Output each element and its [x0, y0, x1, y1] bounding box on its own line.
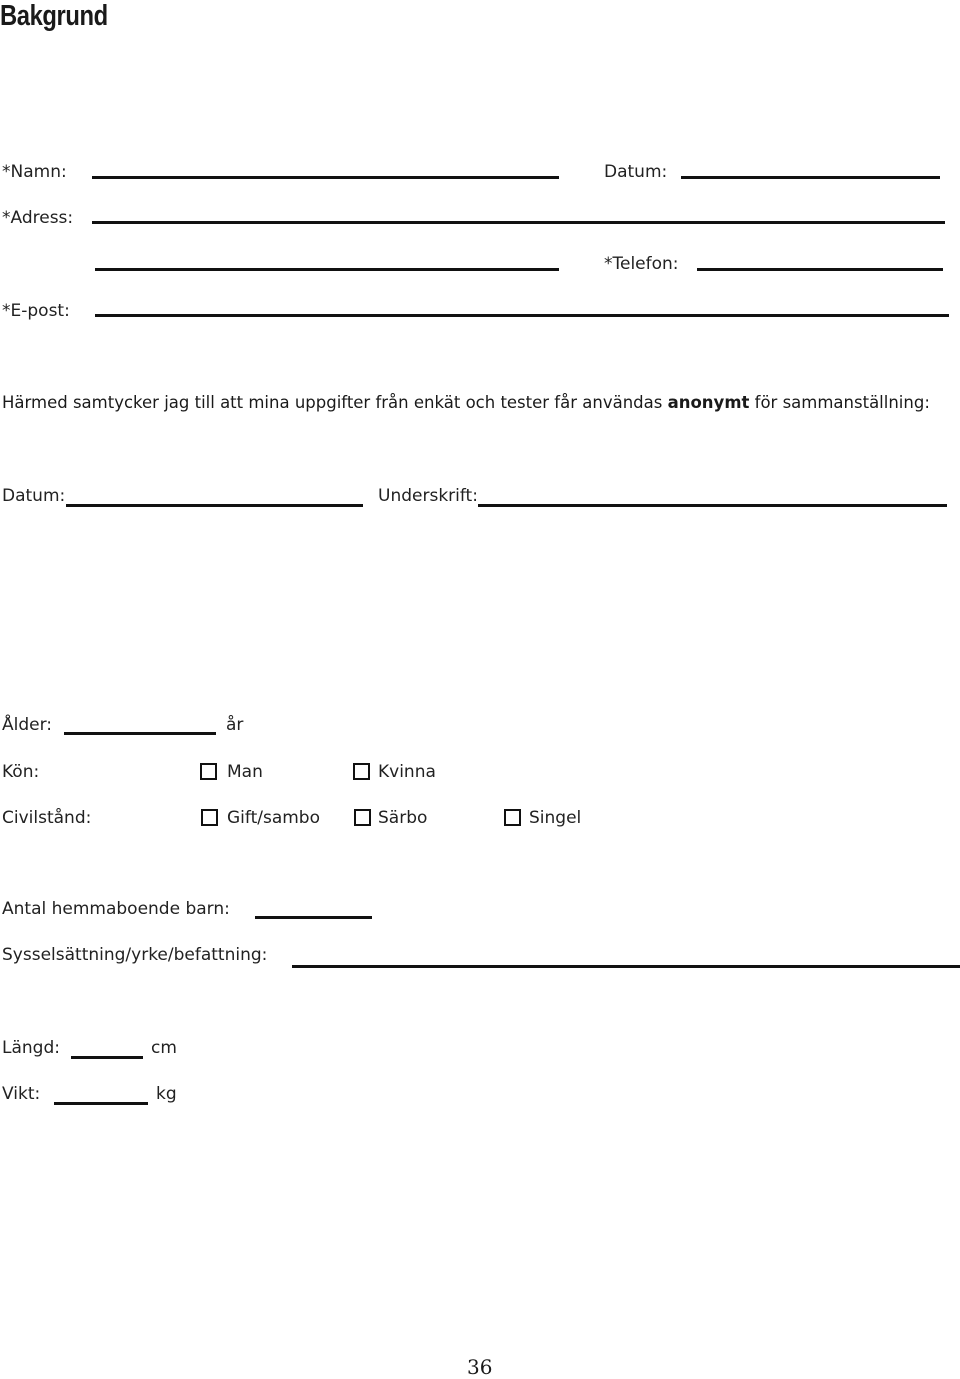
signature-label: Underskrift: — [378, 486, 478, 506]
civil-separate-label: Särbo — [378, 808, 428, 828]
name-field[interactable] — [92, 176, 559, 179]
email-field[interactable] — [95, 314, 949, 317]
phone-label: *Telefon: — [604, 254, 679, 274]
date-label: Datum: — [604, 162, 668, 182]
gender-label: Kön: — [2, 762, 40, 782]
signature-date-field[interactable] — [66, 504, 363, 507]
occupation-field[interactable] — [292, 965, 960, 968]
weight-field[interactable] — [54, 1102, 148, 1105]
civil-separate-checkbox[interactable] — [354, 809, 371, 826]
occupation-label: Sysselsättning/yrke/befattning: — [2, 945, 268, 965]
gender-man-checkbox[interactable] — [200, 763, 217, 780]
address-field-line-1[interactable] — [92, 221, 945, 224]
page-title: Bakgrund — [0, 0, 108, 32]
age-field[interactable] — [64, 732, 216, 735]
consent-text — [2, 393, 930, 413]
age-unit: år — [226, 715, 244, 735]
signature-field[interactable] — [478, 504, 947, 507]
weight-label: Vikt: — [2, 1084, 41, 1104]
civil-married-checkbox[interactable] — [201, 809, 218, 826]
civil-married-label: Gift/sambo — [227, 808, 321, 828]
height-field[interactable] — [71, 1056, 143, 1059]
age-label: Ålder: — [2, 715, 53, 735]
email-label: *E-post: — [2, 301, 70, 321]
address-label: *Adress: — [2, 208, 74, 228]
address-field-line-2[interactable] — [95, 268, 559, 271]
page-number: 36 — [467, 1355, 493, 1379]
consent-text-before: Härmed samtycker jag till att mina uppgifter från enkät och tester får användas — [2, 393, 668, 412]
gender-man-label: Man — [227, 762, 263, 782]
phone-field[interactable] — [697, 268, 943, 271]
civil-status-label: Civilstånd: — [2, 808, 92, 828]
gender-woman-checkbox[interactable] — [353, 763, 370, 780]
gender-woman-label: Kvinna — [378, 762, 436, 782]
children-field[interactable] — [255, 916, 372, 919]
date-field[interactable] — [681, 176, 940, 179]
weight-unit: kg — [156, 1084, 177, 1104]
height-unit: cm — [151, 1038, 177, 1058]
name-label: *Namn: — [2, 162, 67, 182]
civil-single-label: Singel — [529, 808, 582, 828]
civil-single-checkbox[interactable] — [504, 809, 521, 826]
signature-date-label: Datum: — [2, 486, 66, 506]
consent-text-bold: anonymt — [667, 393, 750, 412]
height-label: Längd: — [2, 1038, 60, 1058]
consent-text-after: för sammanställning: — [749, 393, 930, 412]
children-label: Antal hemmaboende barn: — [2, 899, 230, 919]
